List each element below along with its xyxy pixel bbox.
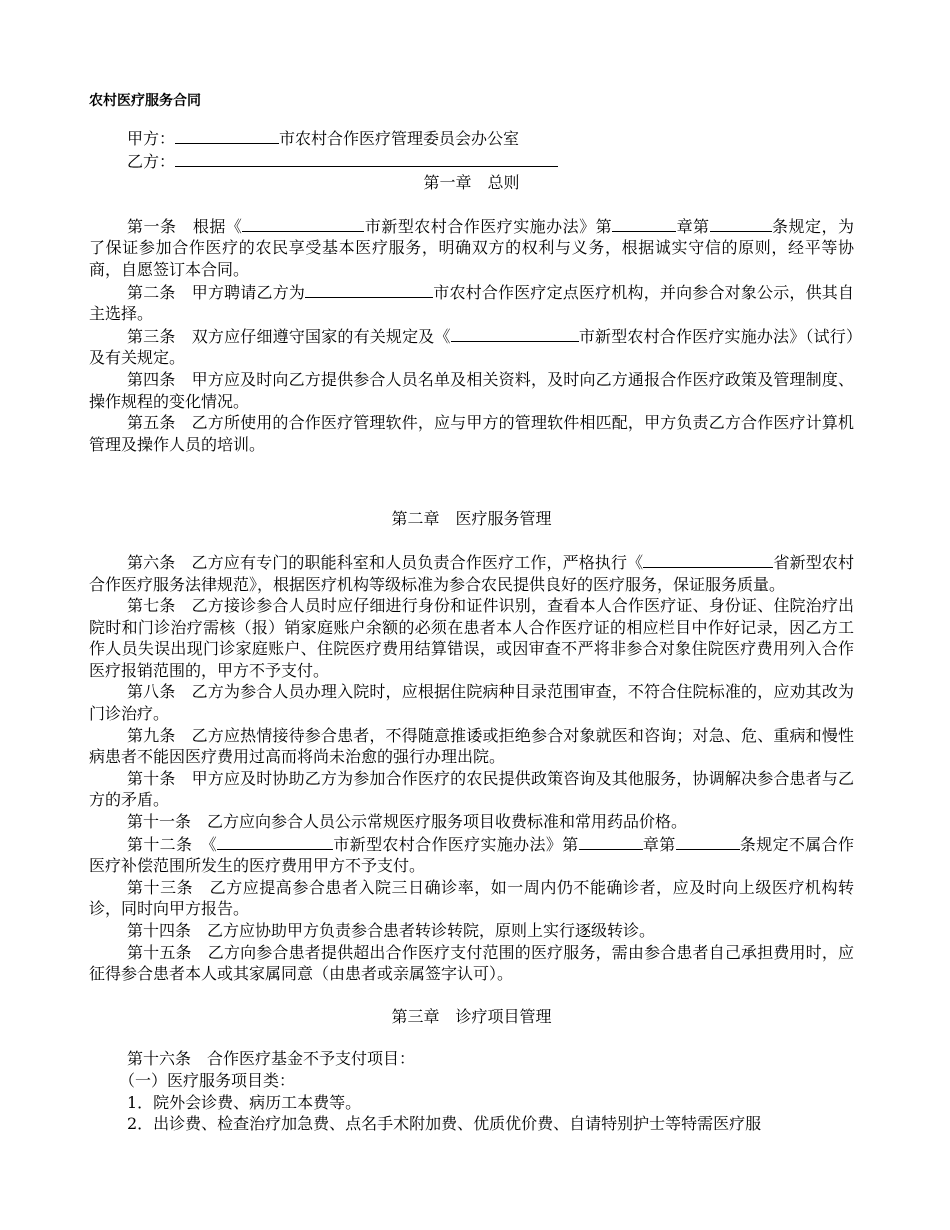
- blank-chapter: [579, 833, 643, 850]
- article-1-text: 第一条 根据《: [127, 216, 243, 236]
- article-12-text: 第十二条 《: [127, 834, 218, 854]
- chapter-1-title: 第一章 总则: [423, 173, 520, 193]
- article-4: 第四条 甲方应及时向乙方提供参合人员名单及相关资料，及时向乙方通报合作医疗政策及管理制度、操作规程的变化情况。: [89, 369, 854, 411]
- party-a-line: [89, 127, 854, 150]
- party-a-suffix: 市农村合作医疗管理委员会办公室: [279, 129, 520, 148]
- article-6-text: 省新型农村合作医疗服务法律规范》，根据医疗机构等级标准为参合农民提供良好的医疗服务，保证服务质量。: [89, 552, 854, 594]
- article-6: [89, 551, 854, 595]
- list-item: 1．院外会诊费、病历工本费等。: [127, 1092, 362, 1112]
- article-5: 第五条 乙方所使用的合作医疗管理软件，应与甲方的管理软件相匹配，甲方负责乙方合作医疗计算机管理及操作人员的培训。: [89, 413, 854, 454]
- article-3: [89, 325, 854, 369]
- article-12-text: 章第: [642, 834, 676, 854]
- blank-clause: [710, 215, 772, 232]
- article-7: 第七条 乙方接诊参合人员时应仔细进行身份和证件识别，查看本人合作医疗证、身份证、住院治疗出院时和门诊治疗需核（报）销家庭账户余额的必须在患者本人合作医疗证的相应栏目中作好记录，因乙方工作人员失误出现门诊家庭账户、住院医疗费用结算错误，或因审查不严将非参合对象住院医疗费用列入合作医疗报销范围的，甲方不予支付。: [89, 596, 854, 680]
- list-item: （一）医疗服务项目类：: [119, 1070, 296, 1090]
- document-body: [89, 127, 854, 1135]
- article-12-text: 条规定不属合作医疗补偿范围所发生的医疗费用甲方不予支付。: [89, 834, 854, 876]
- party-a-blank: [175, 127, 279, 144]
- article-1: [89, 215, 854, 281]
- article-14: 第十四条 乙方应协助甲方负责参合患者转诊转院，原则上实行逐级转诊。: [127, 921, 656, 940]
- article-12-text: 市新型农村合作医疗实施办法》第: [333, 834, 579, 854]
- blank-city: [217, 833, 333, 850]
- article-11: 第十一条 乙方应向参合人员公示常规医疗服务项目收费标准和常用药品价格。: [127, 812, 688, 832]
- party-b-blank: [175, 150, 558, 167]
- blank-clause: [676, 833, 740, 850]
- blank-province: [643, 551, 773, 568]
- article-9: 第九条 乙方应热情接待参合患者，不得随意推诿或拒绝参合对象就医和咨询；对急、危、重病和慢性病患者不能因医疗费用过高而将尚未治愈的强行办理出院。: [89, 725, 854, 767]
- article-2-text: 第二条 甲方聘请乙方为: [127, 282, 306, 302]
- party-b-line: [89, 150, 854, 173]
- article-16: 第十六条 合作医疗基金不予支付项目：: [127, 1049, 416, 1069]
- party-a-label: 甲方：: [127, 129, 176, 148]
- document-title: 农村医疗服务合同: [89, 93, 201, 109]
- article-12: [89, 833, 854, 877]
- blank-city: [451, 325, 579, 342]
- list-item: 2．出诊费、检查治疗加急费、点名手术附加费、优质优价费、自请特别护士等特需医疗服: [127, 1114, 762, 1134]
- article-1-text: 市新型农村合作医疗实施办法》第: [364, 216, 613, 236]
- article-2-text: 市农村合作医疗定点医疗机构，并向参合对象公示，供其自主选择。: [89, 282, 854, 324]
- article-6-text: 第六条 乙方应有专门的职能科室和人员负责合作医疗工作，严格执行《: [127, 552, 644, 572]
- blank-city: [305, 281, 433, 298]
- article-15: 第十五条 乙方向参合患者提供超出合作医疗支付范围的医疗服务，需由参合患者自己承担费用时，应征得参合患者本人或其家属同意（由患者或亲属签字认可）。: [89, 942, 854, 984]
- article-3-text: 第三条 双方应仔细遵守国家的有关规定及《: [127, 326, 451, 346]
- article-8: 第八条 乙方为参合人员办理入院时，应根据住院病种目录范围审查，不符合住院标准的，应劝其改为门诊治疗。: [89, 682, 854, 724]
- party-b-label: 乙方：: [127, 151, 176, 171]
- article-3-text: 市新型农村合作医疗实施办法》（试行）及有关规定。: [89, 326, 854, 368]
- chapter-3-title: 第三章 诊疗项目管理: [391, 1006, 552, 1026]
- article-10: 第十条 甲方应及时协助乙方为参加合作医疗的农民提供政策咨询及其他服务，协调解决参合患者与乙方的矛盾。: [89, 768, 854, 810]
- article-13: 第十三条 乙方应提高参合患者入院三日确诊率，如一周内仍不能确诊者，应及时向上级医疗机构转诊，同时向甲方报告。: [89, 877, 854, 919]
- chapter-2-title: 第二章 医疗服务管理: [391, 509, 552, 529]
- article-2: [89, 281, 854, 325]
- blank-city: [242, 215, 364, 232]
- article-1-text: 章第: [676, 216, 710, 236]
- article-1-text: 条规定，为了保证参加合作医疗的农民享受基本医疗服务，明确双方的权利与义务，根据诚实守信的原则，经平等协商，自愿签订本合同。: [89, 216, 854, 279]
- blank-chapter: [612, 215, 676, 232]
